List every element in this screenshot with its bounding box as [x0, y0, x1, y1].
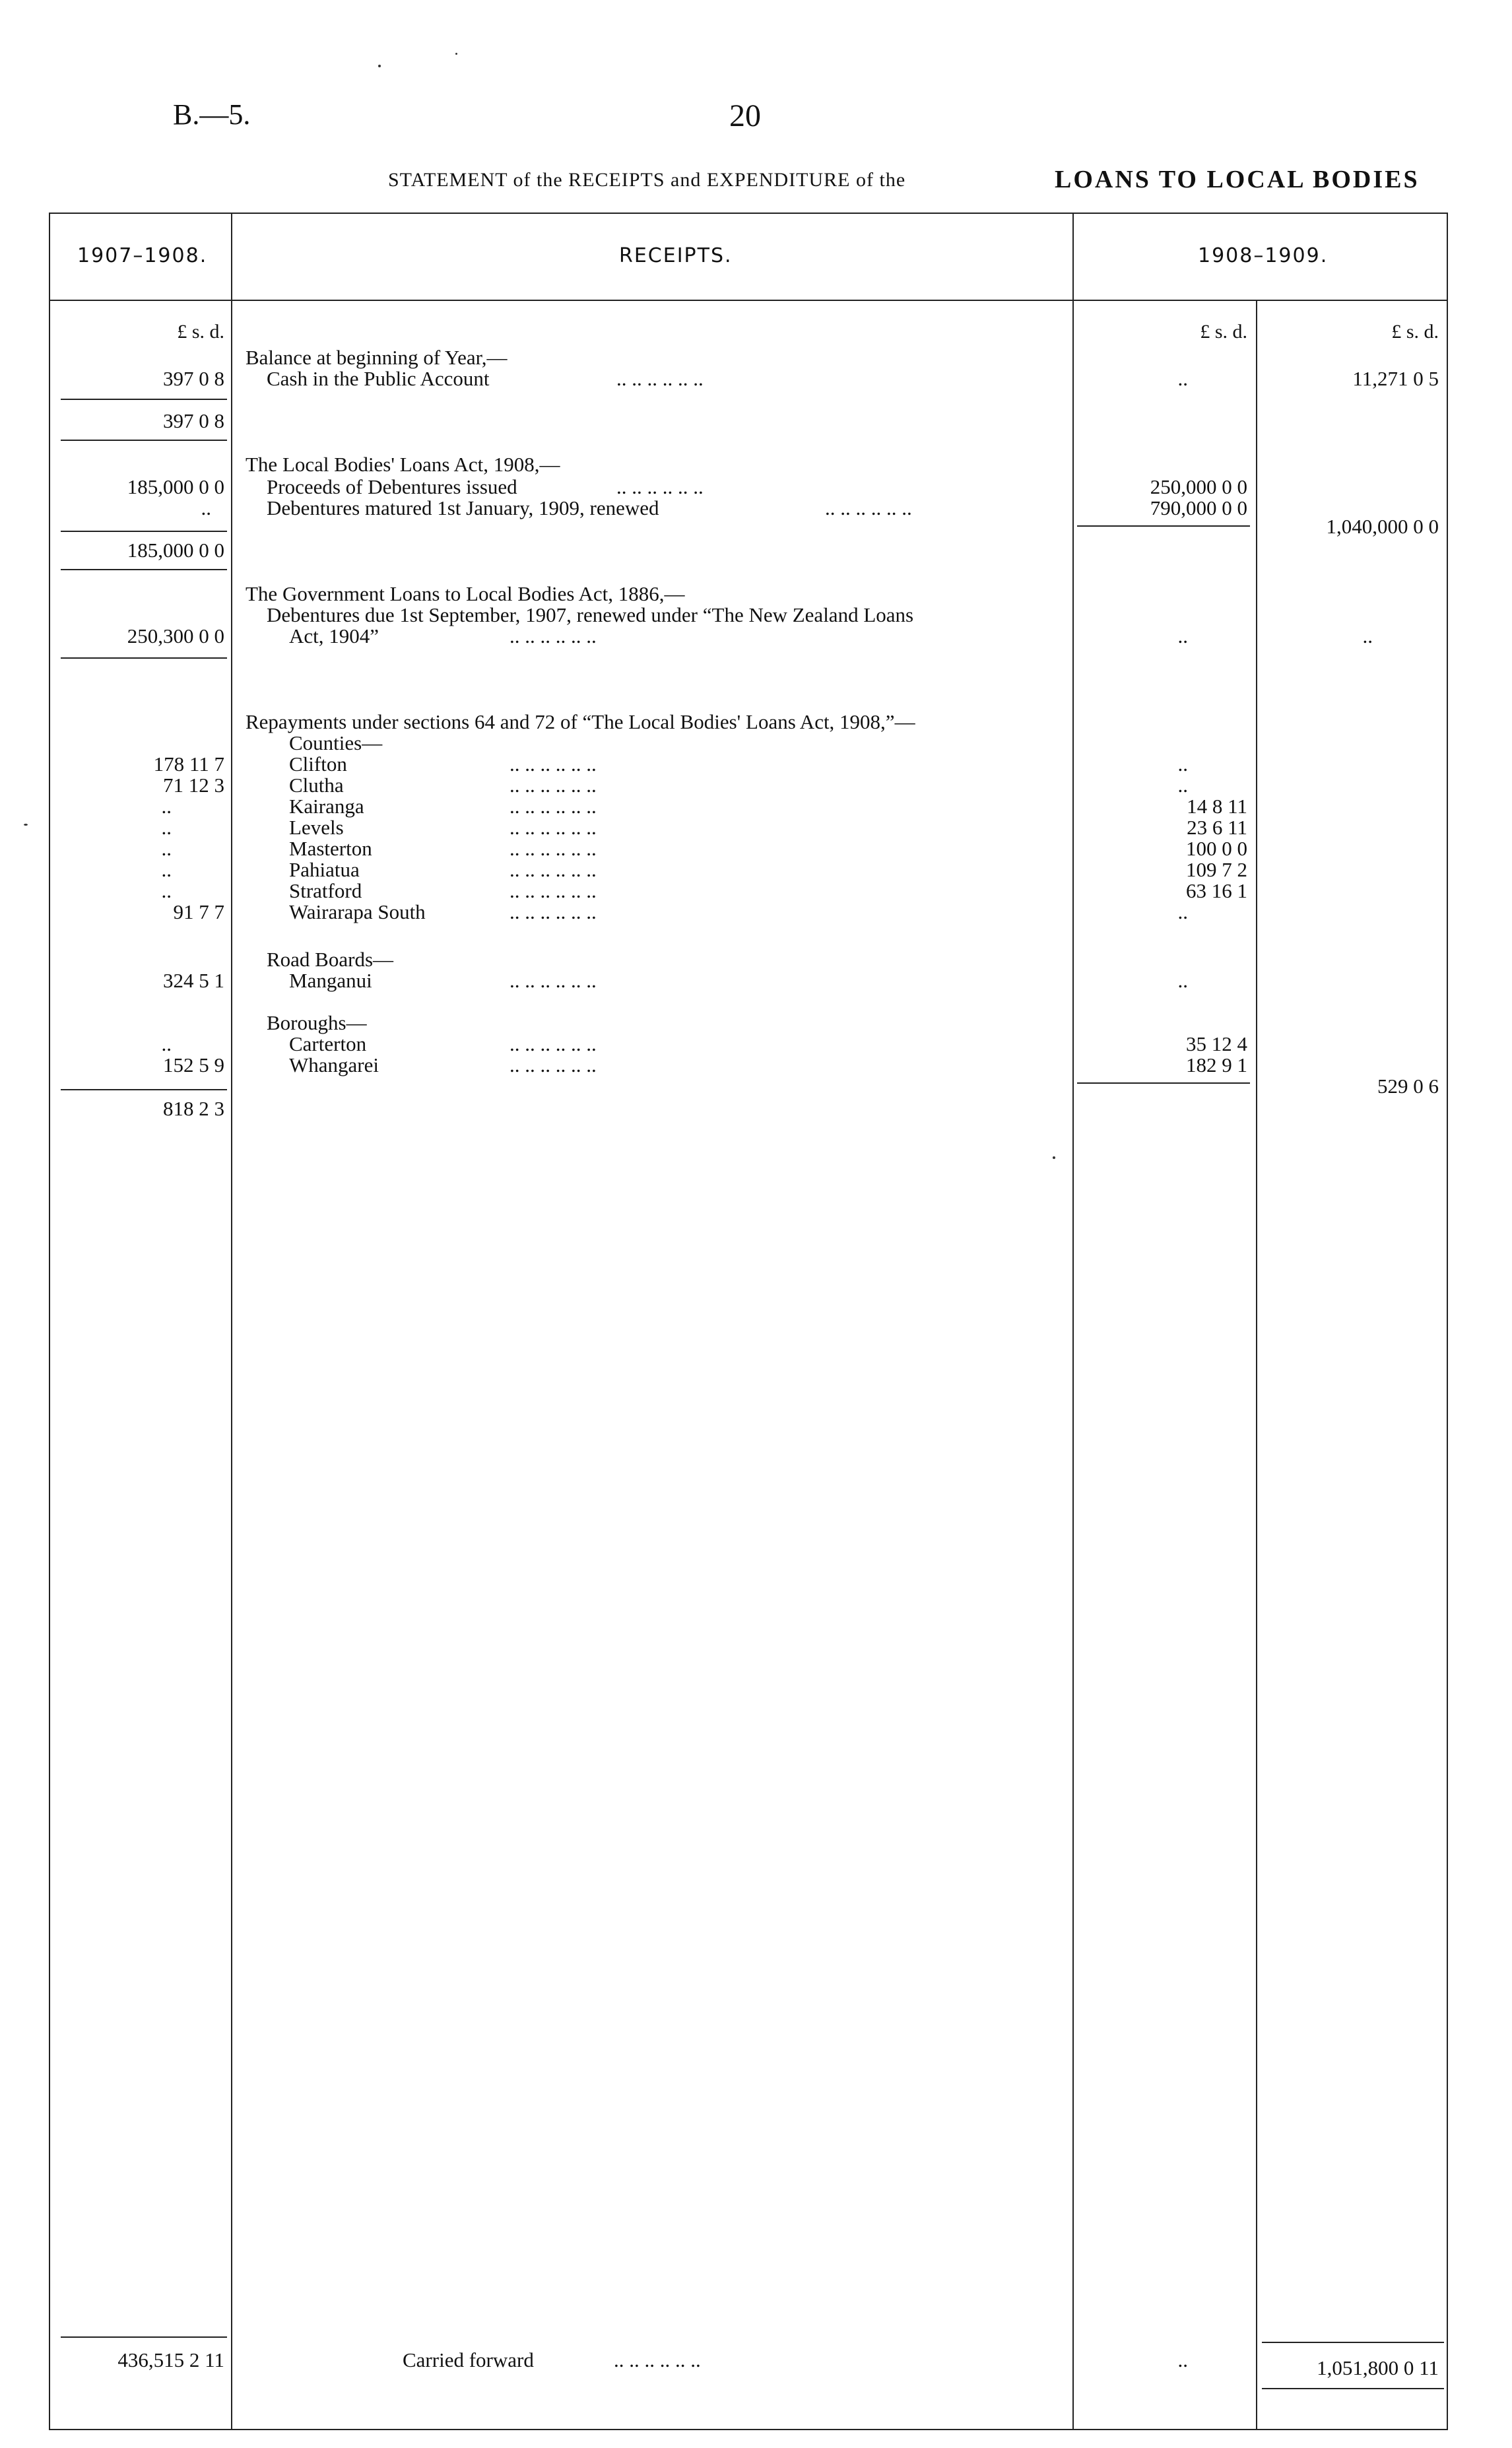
outer-amount: ..	[1362, 624, 1373, 647]
prev-year-amount: ..	[161, 837, 172, 860]
inner-amount: 109 7 2	[1186, 858, 1247, 881]
prev-year-amount: ..	[201, 496, 211, 519]
prev-year-amount: ..	[161, 816, 172, 839]
row-label: Debentures matured 1st January, 1909, renewed	[267, 496, 659, 519]
page-number: 20	[729, 98, 761, 133]
inner-amount: 35 12 4	[1186, 1032, 1247, 1055]
row-label: Counties—	[289, 731, 383, 754]
prev-year-amount: ..	[161, 858, 172, 881]
prev-year-amount: ..	[161, 795, 172, 818]
row-label: Boroughs—	[267, 1011, 367, 1034]
inner-amount: ..	[1177, 969, 1188, 992]
row-label: Manganui	[289, 969, 372, 992]
leader-dots: .. .. .. .. .. ..	[509, 774, 597, 797]
leader-dots: .. .. .. .. .. ..	[509, 1032, 597, 1055]
leader-dots: .. .. .. .. .. ..	[509, 1053, 597, 1076]
document-reference: B.—5.	[173, 98, 251, 131]
leader-dots: .. .. .. .. .. ..	[509, 837, 597, 860]
row-label: Carterton	[289, 1032, 367, 1055]
unit-header-prev: £ s. d.	[177, 321, 224, 343]
inner-amount: 100 0 0	[1186, 837, 1247, 860]
prev-year-amount: ..	[161, 879, 172, 902]
prev-year-subtotal: 818 2 3	[163, 1097, 224, 1120]
prev-year-total: 436,515 2 11	[117, 2348, 224, 2371]
leader-dots: .. .. .. .. .. ..	[509, 752, 597, 776]
row-label: Clutha	[289, 774, 344, 797]
inner-amount: ..	[1177, 900, 1188, 923]
row-label: Masterton	[289, 837, 372, 860]
leader-dots: .. .. .. .. .. ..	[614, 2348, 701, 2371]
row-label: Levels	[289, 816, 344, 839]
row-label: Wairarapa South	[289, 900, 426, 923]
row-label: Balance at beginning of Year,—	[246, 346, 508, 369]
prev-year-amount: ..	[161, 1032, 172, 1055]
inner-amount: 790,000 0 0	[1150, 496, 1247, 519]
statement-title: STATEMENT of the RECEIPTS and EXPENDITURE of the	[388, 169, 906, 191]
prev-year-amount: 397 0 8	[163, 367, 224, 390]
row-label: Clifton	[289, 752, 347, 776]
inner-amount: ..	[1177, 752, 1188, 776]
scan-speck	[455, 53, 457, 55]
scan-speck	[1053, 1156, 1055, 1159]
leader-dots: .. .. .. .. .. ..	[825, 496, 912, 519]
inner-amount: ..	[1177, 624, 1188, 647]
leader-dots: .. .. .. .. .. ..	[616, 367, 704, 390]
leader-dots: .. .. .. .. .. ..	[509, 969, 597, 992]
row-label: Proceeds of Debentures issued	[267, 475, 517, 498]
row-label: Repayments under sections 64 and 72 of “The Local Bodies' Loans Act, 1908,”—	[246, 710, 915, 733]
column-header-receipts: RECEIPTS.	[619, 244, 733, 267]
prev-year-subtotal: 397 0 8	[163, 409, 224, 432]
row-label: Pahiatua	[289, 858, 360, 881]
outer-total: 1,051,800 0 11	[1317, 2356, 1439, 2379]
row-label: Act, 1904”	[289, 624, 379, 647]
prev-year-subtotal: 185,000 0 0	[127, 539, 224, 562]
leader-dots: .. .. .. .. .. ..	[616, 475, 704, 498]
row-label: Kairanga	[289, 795, 364, 818]
outer-amount: 529 0 6	[1377, 1075, 1439, 1098]
leader-dots: .. .. .. .. .. ..	[509, 900, 597, 923]
prev-year-amount: 178 11 7	[153, 752, 224, 776]
unit-header-outer: £ s. d.	[1391, 321, 1439, 343]
prev-year-amount: 71 12 3	[163, 774, 224, 797]
column-header-1908-1909: 1908–1909.	[1198, 244, 1329, 267]
inner-amount: 63 16 1	[1186, 879, 1247, 902]
leader-dots: .. .. .. .. .. ..	[509, 795, 597, 818]
inner-amount: 250,000 0 0	[1150, 475, 1247, 498]
prev-year-amount: 91 7 7	[173, 900, 224, 923]
leader-dots: .. .. .. .. .. ..	[509, 816, 597, 839]
prev-year-amount: 250,300 0 0	[127, 624, 224, 647]
row-label: The Local Bodies' Loans Act, 1908,—	[246, 453, 560, 476]
outer-amount: 11,271 0 5	[1352, 367, 1439, 390]
row-label: Debentures due 1st September, 1907, renewed under “The New Zealand Loans	[267, 603, 914, 626]
inner-amount: ..	[1177, 774, 1188, 797]
scan-speck	[24, 824, 28, 826]
row-label: Whangarei	[289, 1053, 379, 1076]
row-label: Stratford	[289, 879, 362, 902]
inner-total: ..	[1177, 2348, 1188, 2371]
outer-amount: 1,040,000 0 0	[1326, 515, 1439, 538]
prev-year-amount: 152 5 9	[163, 1053, 224, 1076]
scan-speck	[378, 65, 381, 67]
inner-amount: 14 8 11	[1187, 795, 1247, 818]
row-label: Road Boards—	[267, 948, 394, 971]
row-label: The Government Loans to Local Bodies Act, 1886,—	[246, 582, 685, 605]
row-label: Cash in the Public Account	[267, 367, 490, 390]
carried-forward-label: Carried forward	[403, 2348, 534, 2371]
leader-dots: .. .. .. .. .. ..	[509, 879, 597, 902]
unit-header-inner: £ s. d.	[1200, 321, 1247, 343]
statement-title-emphasis: LOANS TO LOCAL BODIES	[1055, 166, 1420, 193]
prev-year-amount: 185,000 0 0	[127, 475, 224, 498]
inner-amount: 23 6 11	[1187, 816, 1247, 839]
leader-dots: .. .. .. .. .. ..	[509, 858, 597, 881]
inner-amount: 182 9 1	[1186, 1053, 1247, 1076]
column-header-1907-1908: 1907–1908.	[77, 244, 208, 267]
inner-amount: ..	[1177, 367, 1188, 390]
leader-dots: .. .. .. .. .. ..	[509, 624, 597, 647]
prev-year-amount: 324 5 1	[163, 969, 224, 992]
